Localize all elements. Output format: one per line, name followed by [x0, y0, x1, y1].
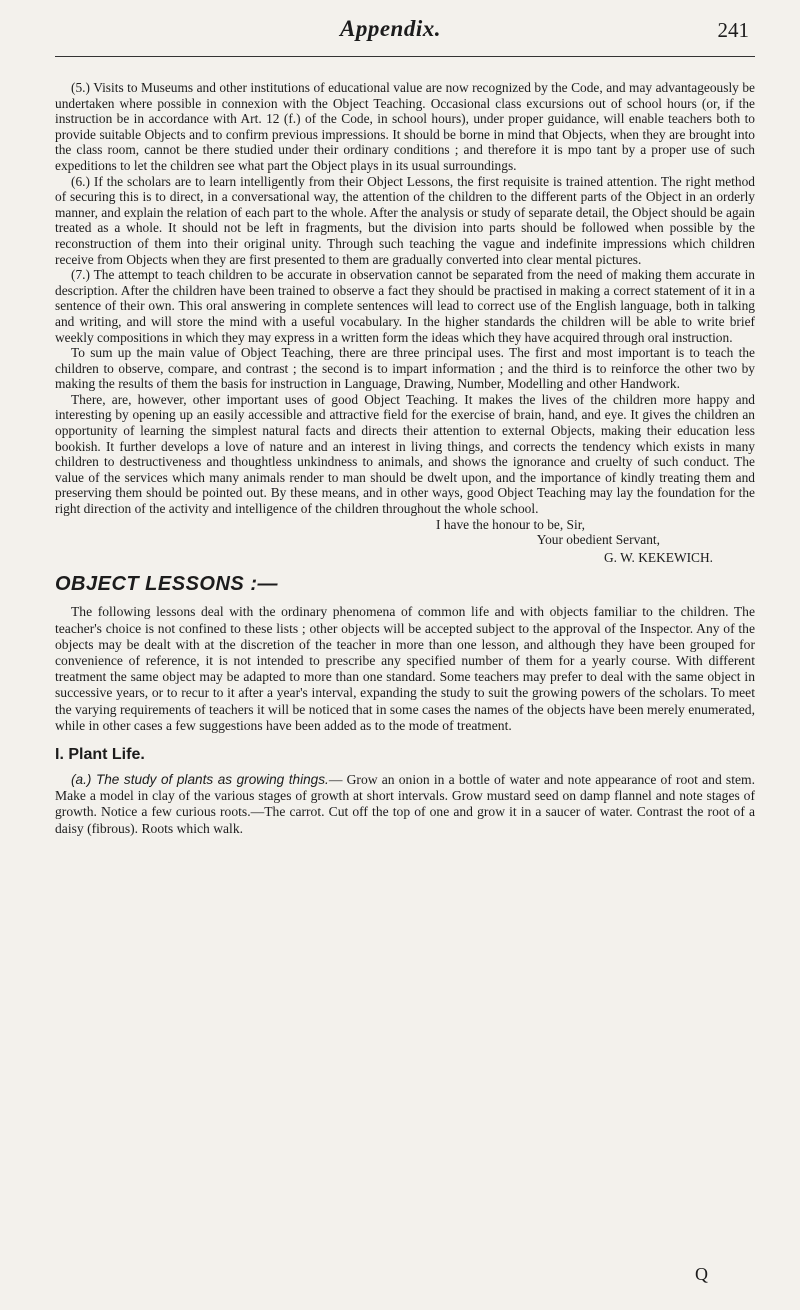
paragraph-6: (6.) If the scholars are to learn intelligently from their Object Lessons, the first requisite is trained attention. The right method of securing this is to direct, in a conversational way, the attention of the children to the different parts of the Object in an orderly manner, and explain the relation of each part to the whole. After the analysis or study of separate detail, the Object should be again treated as a whole. It should not be left in fragments, but the division into parts should be followed when possible by the reconstruction of them into their original unity. Through such teaching the vague and indefinite impressions which children receive from Objects when they are first presented to them are gradually converted into clear mental pictures. — [55, 173, 755, 267]
signature-mark: Q — [695, 1264, 708, 1284]
page-number: 241 — [717, 18, 749, 42]
running-title: Appendix. — [340, 16, 441, 41]
running-head — [55, 16, 755, 48]
lessons-section — [55, 604, 755, 836]
signatory-name: G. W. KEKEWICH. — [604, 549, 713, 565]
closing-line: I have the honour to be, Sir, — [436, 516, 585, 532]
section-title: OBJECT LESSONS :— — [55, 573, 278, 596]
paragraph-5: (5.) Visits to Museums and other institutions of educational value are now recognized by the Code, and may advantageously be undertaken where possible in connexion with the Object Teaching. Occasional class excursions out of school hours (or, if the instruction be in accordance with Art. 12 (f.) of the Code, in school hours), under proper guidance, will enable teachers both to provide suitable Objects and to confirm previous impressions. It should be borne in mind that Objects, when they are brought into the class room, cannot be there studied under their ordinary conditions ; and therefore it is mpo tant by a proper use of such expeditions to let the children see what part the Object plays in its usual surroundings. — [55, 80, 755, 173]
body-text — [55, 80, 755, 837]
lesson-item-text: — Grow an onion in a bottle of water and note appearance of root and stem. Make a model in clay of the various stages of growth at short intervals. Grow mustard seed on damp flannel and note stages of growth. Notice a few curious roots.—The carrot. Cut off the top of one and grow it in a saucer of water. Contrast the root of a daisy (fibrous). Roots which walk. — [55, 772, 755, 836]
header-rule — [55, 56, 755, 57]
closing-servant: Your obedient Servant, — [536, 532, 660, 548]
paragraph-7: (7.) The attempt to teach children to be accurate in observation cannot be separated from the need of making them accurate in description. After the children have been trained to observe a fact they should be practised in making a correct statement of it in a sentence of their own. This oral answering in complete sentences will lead to correct use of the English language, both in talking and writing, and will store the mind with a useful vocabulary. In the higher standards the children will be able to write brief weekly compositions in which they may express in a written form the ideas which they have acquired through oral instruction. — [55, 267, 755, 345]
lessons-intro: The following lessons deal with the ordinary phenomena of common life and with objects familiar to the children. The teacher's choice is not confined to these lists ; other objects will be accepted subject to the approval of the Inspector. Any of the objects may be dealt with at the discretion of the teacher in more than one lesson, and although they have been grouped for convenience of reference, it is not intended to prescribe any specified number of them for a yearly course. With different treatment the same object may be adapted to more than one standard. Some teachers may prefer to deal with the same object in successive years, or to recur to it after a year's interval, expanding the study to suit the growing powers of the scholars. To meet the varying requirements of teachers it will be noticed that in some cases the names of the objects have been merely enumerated, while in other cases a few suggestions have been added as to the mode of treatment. — [55, 604, 755, 733]
lesson-item-a — [55, 772, 755, 837]
paragraph-other-uses: There, are, however, other important uses of good Object Teaching. It makes the lives of the children more happy and interesting by opening up an easily accessible and attractive field for the exercise of brain, hand, and eye. It gives the children an opportunity of learning the simplest natural facts and directs their attention to external Objects, making their education less bookish. It further develops a love of nature and an interest in living things, and corrects the tendency which exists in many children to destructiveness and thoughtless unkindness to animals, and shows the ignorance and cruelty of such conduct. The value of the services which many animals render to man should be dwelt upon, and the importance of kindly treating them and preserving them should be pointed out. By these means, and in other ways, good Object Teaching may lay the foundation for the right direction of the activity and intelligence of the children throughout the whole school. — [55, 391, 755, 517]
subheading-plant-life: I. Plant Life. — [55, 746, 145, 764]
lesson-item-label: (a.) The study of plants as growing things. — [71, 772, 329, 788]
paragraph-summary: To sum up the main value of Object Teaching, there are three principal uses. The first and most important is to teach the children to observe, compare, and contrast ; the second is to impart information ; and the third is to reinforce the other two by making the results of them the basis for instruction in Language, Drawing, Number, Modelling and other Handwork. — [55, 345, 755, 392]
